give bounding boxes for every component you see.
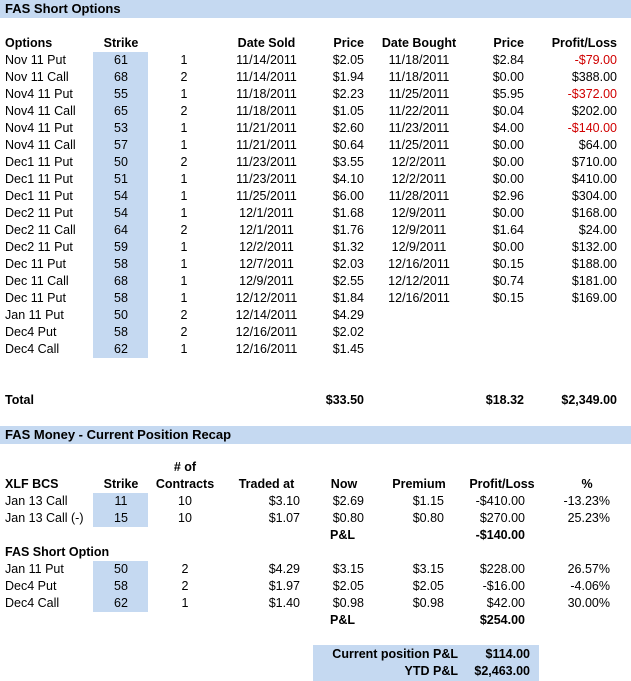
bcs-rows-cell: $270.00 [479,511,525,525]
section1-cell: 11/21/2011 [236,121,297,135]
section1-cell: $2.03 [332,257,364,271]
ytd-pl-label: YTD P&L [404,664,458,678]
section1-cell: 11/22/2011 [388,104,450,118]
section1-cell: 12/12/2011 [235,291,298,305]
section1-cell: Nov4 11 Put [5,121,73,135]
section1-cell: -$79.00 [574,53,617,67]
short-rows-cell: $3.15 [332,562,364,576]
section1-cell: 59 [114,240,128,254]
section1-cell: 12/16/2011 [235,325,298,339]
total-bought: $18.32 [485,393,524,407]
section1-cell: $0.00 [492,138,524,152]
section2-header: Premium [392,477,446,491]
total-label: Total [5,393,34,407]
short-rows-cell: $228.00 [479,562,525,576]
section1-cell: $0.64 [332,138,364,152]
section1-cell: $1.64 [492,223,524,237]
section1-cell: 2 [180,308,188,322]
ytd-pl-value: $2,463.00 [474,664,530,678]
section1-cell: 1 [180,189,188,203]
current-pl-label: Current position P&L [332,647,458,661]
short-rows-cell: $2.05 [412,579,444,593]
bcs-rows-cell: $0.80 [332,511,364,525]
section1-cell: 64 [114,223,128,237]
section1-cell: 12/2/2011 [391,155,447,169]
section1-cell: $2.84 [492,53,524,67]
section2-title: FAS Money - Current Position Recap [5,427,232,442]
section1-cell: 11/25/2011 [388,87,450,101]
section1-cell: $2.02 [332,325,364,339]
section1-cell: 2 [180,70,188,84]
short-rows-cell: 26.57% [567,562,610,576]
section1-cell: 65 [114,104,128,118]
section1-cell: $3.55 [332,155,364,169]
section1-cell: $168.00 [571,206,617,220]
section1-cell: Nov4 11 Call [5,104,76,118]
section1-cell: Dec1 11 Put [5,189,73,203]
bcs-rows-cell: 25.23% [567,511,610,525]
section2-header: % [581,477,593,491]
section1-cell: 1 [180,291,188,305]
section2-header: Now [330,477,358,491]
section1-cell: 11/25/2011 [388,138,450,152]
section1-cell: 1 [180,342,188,356]
section1-cell: Nov4 11 Call [5,138,76,152]
section1-cell: $5.95 [492,87,524,101]
section1-cell: Dec1 11 Put [5,155,73,169]
section1-cell: 11/23/2011 [236,172,297,186]
bcs-rows-cell: Jan 13 Call [5,494,68,508]
bcs-rows-cell: -13.23% [563,494,610,508]
section2-header: Traded at [238,477,295,491]
section1-cell: $202.00 [571,104,617,118]
section1-cell: 1 [180,53,188,67]
section1-cell: Dec2 11 Call [5,223,76,237]
section1-cell: 11/18/2011 [388,53,450,67]
section1-cell: 1 [180,172,188,186]
section1-cell: Dec2 11 Put [5,206,73,220]
section1-header: Price [333,36,364,50]
short-rows-cell: $1.97 [268,579,300,593]
section1-cell: $0.15 [492,257,524,271]
bcs-rows-cell: Jan 13 Call (-) [5,511,84,525]
section1-cell: -$372.00 [567,87,617,101]
section1-cell: 12/2/2011 [239,240,294,254]
section1-cell: 12/12/2011 [388,274,450,288]
short-option-label: FAS Short Option [5,545,110,559]
section1-cell: 50 [114,308,128,322]
section1-cell: Dec2 11 Put [5,240,73,254]
short-rows-cell: -$16.00 [482,579,525,593]
section1-cell: Dec4 Call [5,342,60,356]
bcs-pl-value: -$140.00 [475,528,525,542]
bcs-rows-cell: 15 [114,511,128,525]
section2-header: Contracts [155,477,215,491]
section1-cell: $1.76 [332,223,364,237]
section1-cell: Nov 11 Call [5,70,69,84]
short-pl-value: $254.00 [479,613,525,627]
short-rows-cell: Dec4 Put [5,579,57,593]
section1-cell: 50 [114,155,128,169]
bcs-rows-cell: 10 [178,511,192,525]
section1-cell: $0.00 [492,155,524,169]
section1-cell: $1.45 [332,342,364,356]
section1-cell: 12/16/2011 [388,291,450,305]
section1-cell: 51 [114,172,128,186]
section1-title: FAS Short Options [5,1,121,16]
total-sold: $33.50 [325,393,364,407]
section1-cell: $24.00 [578,223,617,237]
section1-cell: $0.04 [492,104,524,118]
short-rows-cell: 30.00% [567,596,610,610]
section1-cell: Nov 11 Put [5,53,66,67]
section1-cell: $0.00 [492,240,524,254]
section1-cell: 1 [180,240,188,254]
section1-cell: $169.00 [571,291,617,305]
section1-cell: $2.60 [332,121,364,135]
section1-cell: $304.00 [571,189,617,203]
section1-cell: Jan 11 Put [5,308,64,322]
section2-header: XLF BCS [5,477,59,491]
short-rows-cell: $42.00 [486,596,525,610]
section1-cell: 11/28/2011 [388,189,450,203]
short-pl-label: P&L [330,613,355,627]
bcs-rows-cell: -$410.00 [475,494,525,508]
section1-cell: $64.00 [578,138,617,152]
section1-cell: 12/9/2011 [391,223,447,237]
section1-header: Strike [103,36,139,50]
section1-cell: 11/23/2011 [236,155,297,169]
bcs-rows-cell: 11 [114,494,128,508]
current-pl-value: $114.00 [485,647,530,661]
section1-cell: 11/21/2011 [236,138,297,152]
section1-cell: $4.10 [332,172,364,186]
section1-header: Options [5,36,53,50]
section1-cell: 61 [114,53,128,67]
section1-cell: 62 [114,342,128,356]
section1-cell: 1 [180,121,188,135]
section2-title-bar [0,426,631,444]
section1-cell: $410.00 [571,172,617,186]
short-rows-cell: $0.98 [412,596,444,610]
section1-cell: $2.23 [332,87,364,101]
short-rows-cell: -4.06% [570,579,610,593]
section1-cell: $1.94 [332,70,364,84]
section1-cell: Dec 11 Put [5,257,66,271]
section1-cell: 55 [114,87,128,101]
section1-cell: 1 [180,274,188,288]
section1-cell: 58 [114,257,128,271]
short-rows-cell: 2 [181,579,189,593]
section1-cell: 11/14/2011 [236,53,297,67]
section2-header: Profit/Loss [469,477,535,491]
section1-cell: $4.29 [332,308,364,322]
section1-cell: $710.00 [571,155,617,169]
section1-cell: $2.96 [492,189,524,203]
bcs-rows-cell: $2.69 [332,494,364,508]
section1-cell: 1 [180,87,188,101]
section1-title-bar [0,0,631,18]
short-rows-cell: 50 [114,562,128,576]
section1-cell: 2 [180,104,188,118]
section1-cell: $4.00 [492,121,524,135]
section1-cell: Dec 11 Put [5,291,66,305]
section1-cell: 54 [114,189,128,203]
bcs-pl-label: P&L [330,528,355,542]
section1-header: Price [493,36,524,50]
short-rows-cell: 1 [181,596,189,610]
short-rows-cell: $1.40 [268,596,300,610]
section1-header: Date Bought [381,36,457,50]
section1-cell: Nov4 11 Put [5,87,73,101]
short-rows-cell: $0.98 [332,596,364,610]
short-rows-cell: $2.05 [332,579,364,593]
section1-cell: $388.00 [571,70,617,84]
section1-cell: 12/9/2011 [239,274,294,288]
bcs-rows-cell: 10 [178,494,192,508]
section1-cell: 12/16/2011 [235,342,298,356]
section2-header: # of [173,460,197,474]
section1-cell: $0.00 [492,70,524,84]
section1-cell: $188.00 [571,257,617,271]
section1-cell: 54 [114,206,128,220]
section1-cell: 12/1/2011 [239,206,294,220]
section1-cell: $181.00 [571,274,617,288]
short-rows-cell: $4.29 [268,562,300,576]
section1-cell: 58 [114,325,128,339]
bcs-rows-cell: $0.80 [412,511,444,525]
section1-cell: $2.55 [332,274,364,288]
section1-cell: $2.05 [332,53,364,67]
section1-cell: $0.00 [492,172,524,186]
section1-cell: $0.15 [492,291,524,305]
section1-cell: $1.32 [332,240,364,254]
section1-cell: Dec4 Put [5,325,57,339]
section1-cell: 11/14/2011 [236,70,297,84]
section1-cell: 11/18/2011 [388,70,450,84]
section1-cell: 11/23/2011 [388,121,450,135]
bcs-rows-cell: $1.07 [268,511,300,525]
short-rows-cell: 62 [114,596,128,610]
section1-cell: 11/18/2011 [236,104,297,118]
section1-cell: 12/9/2011 [391,206,447,220]
section1-cell: 1 [180,138,188,152]
section1-cell: 11/18/2011 [236,87,297,101]
bcs-rows-cell: $3.10 [268,494,300,508]
section2-header: Strike [103,477,139,491]
section1-cell: 12/16/2011 [388,257,450,271]
section1-cell: 11/25/2011 [236,189,297,203]
section1-cell: $1.05 [332,104,364,118]
short-rows-cell: Jan 11 Put [5,562,64,576]
section1-cell: 68 [114,70,128,84]
short-rows-cell: 58 [114,579,128,593]
section1-cell: -$140.00 [567,121,617,135]
section1-cell: 2 [180,155,188,169]
section1-cell: 12/7/2011 [239,257,294,271]
short-rows-cell: Dec4 Call [5,596,60,610]
section1-cell: 2 [180,325,188,339]
short-rows-cell: 2 [181,562,189,576]
bcs-rows-cell: $1.15 [412,494,444,508]
section1-cell: Dec 11 Call [5,274,69,288]
section1-cell: $6.00 [332,189,364,203]
section1-cell: 58 [114,291,128,305]
section1-cell: 12/9/2011 [391,240,447,254]
section1-cell: $1.84 [332,291,364,305]
section1-cell: 53 [114,121,128,135]
section1-cell: 12/2/2011 [391,172,447,186]
short-rows-cell: $3.15 [412,562,444,576]
total-profit-loss: $2,349.00 [561,393,617,407]
section1-cell: $0.00 [492,206,524,220]
section1-cell: 1 [180,206,188,220]
section1-cell: 12/1/2011 [239,223,294,237]
section1-cell: $0.74 [492,274,524,288]
section1-header: Profit/Loss [551,36,617,50]
section1-cell: 1 [180,257,188,271]
section1-cell: $132.00 [571,240,617,254]
section1-cell: 68 [114,274,128,288]
section1-cell: 57 [114,138,128,152]
section1-cell: 2 [180,223,188,237]
section1-header: Date Sold [237,36,296,50]
section1-cell: $1.68 [332,206,364,220]
section1-cell: 12/14/2011 [235,308,298,322]
section1-cell: Dec1 11 Put [5,172,73,186]
